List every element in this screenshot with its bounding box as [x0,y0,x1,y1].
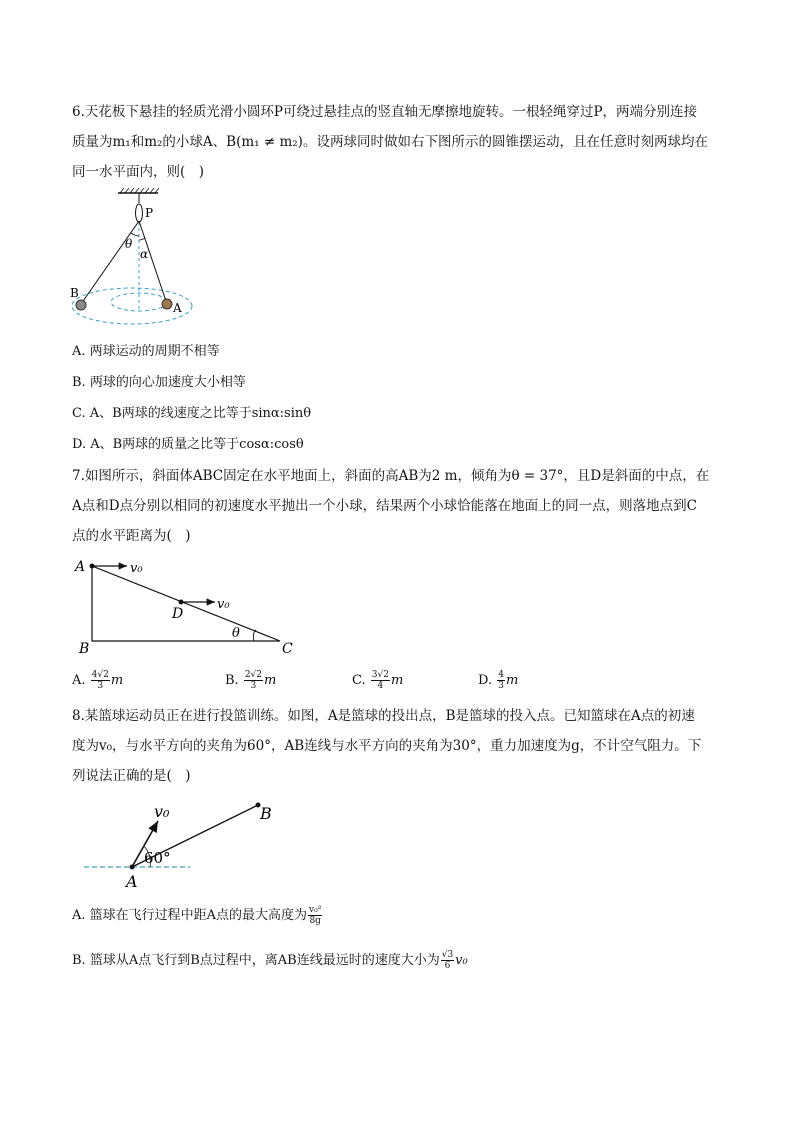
q7-option-d-unit: m [505,673,519,688]
q7-label-a: A [75,559,86,575]
q6-line-3: 同一水平面内，则( ) [72,164,205,180]
q8-option-a-numerator: v₀² [309,905,322,915]
q7-label-b: B [79,641,90,655]
q8-option-a-text: A. 篮球在飞行过程中距A点的最大高度为 [72,908,308,923]
q6-option-c[interactable]: C. A、B两球的线速度之比等于sinα:sinθ [72,406,312,421]
q6-label-theta: θ [125,237,133,251]
q8-label-a: A [126,872,138,891]
q7-option-b[interactable] [225,670,276,691]
q8-option-a-fraction [308,905,322,926]
q7-option-a-unit: m [110,673,124,688]
q7-label-theta: θ [232,626,240,641]
q7-label-v0-d: v₀ [217,597,230,612]
q8-option-b-fraction [441,950,454,971]
q8-basketball-figure [82,795,292,895]
q8-line-2: 度为v₀，与水平方向的夹角为60°，AB连线与水平方向的夹角为30°，重力加速度为g，不计空气阻力。下 [72,738,702,754]
q8-label-b: B [260,804,272,823]
q7-option-d-numerator: 4 [498,670,504,680]
question-8 [72,701,732,791]
q7-option-b-denominator: 3 [250,681,257,691]
q8-option-b-numerator: √3 [441,950,454,960]
q7-option-a-prefix: A. [72,673,86,688]
q6-option-d[interactable]: D. A、B两球的质量之比等于cosα:cosθ [72,437,304,452]
q7-option-d-denominator: 3 [498,681,504,691]
q7-option-a[interactable] [72,670,123,691]
question-7 [72,461,732,551]
q7-option-d-fraction [497,670,505,691]
q6-label-b: B [70,286,79,300]
q8-label-v0: v₀ [154,802,170,821]
question-6 [72,97,732,187]
q8-option-b-denominator: 6 [444,961,451,971]
q8-option-a[interactable] [72,905,323,926]
q7-incline-figure [72,555,302,655]
q6-label-alpha: α [140,247,149,261]
q6-label-p: P [145,206,154,220]
q7-option-c[interactable] [352,670,403,691]
q7-option-d-prefix: D. [478,673,493,688]
q6-label-a: A [173,301,182,315]
q7-option-d[interactable] [478,670,518,691]
q7-line-2: A点和D点分别以相同的初速度水平抛出一个小球，结果两个小球恰能落在地面上的同一点，则落地点到C [72,498,697,514]
q8-line-3: 列说法正确的是( ) [72,768,191,784]
q7-option-c-fraction [371,670,390,691]
q7-option-b-numerator: 2√2 [244,670,263,680]
q8-option-b-tail: v₀ [455,953,468,968]
q8-label-angle: 60° [144,849,171,867]
q8-option-b[interactable] [72,950,468,971]
q7-option-a-denominator: 3 [97,681,104,691]
q7-option-c-numerator: 3√2 [371,670,389,680]
q7-label-c: C [282,641,293,655]
q6-conical-pendulum-figure [62,188,212,328]
q7-option-b-fraction [244,670,263,691]
q6-line-2: 质量为m₁和m₂的小球A、B(m₁ ≠ m₂)。设两球同时做如右下图所示的圆锥摆运动，且在任意时刻两球均在 [72,134,708,150]
q6-line-1: 6.天花板下悬挂的轻质光滑小圆环P可绕过悬挂点的竖直轴无摩擦地旋转。一根轻绳穿过P，两端分别连接 [72,104,698,120]
q7-option-c-unit: m [390,673,404,688]
q7-option-c-prefix: C. [352,673,366,688]
q7-option-b-unit: m [264,673,277,688]
q8-line-1: 8.某篮球运动员正在进行投篮训练。如图，A是篮球的投出点，B是篮球的投入点。已知篮球在A点的初速 [72,708,695,724]
q6-option-b[interactable]: B. 两球的向心加速度大小相等 [72,375,246,390]
q7-option-b-prefix: B. [225,673,239,688]
q7-line-3: 点的水平距离为( ) [72,528,191,544]
q7-label-d: D [172,606,184,622]
q7-option-a-numerator: 4√2 [91,670,109,680]
q8-option-b-text: B. 篮球从A点飞行到B点过程中，离AB连线最远时的速度大小为 [72,953,440,968]
q7-label-v0-a: v₀ [130,561,143,576]
q7-option-c-denominator: 4 [377,681,384,691]
q7-option-a-fraction [91,670,110,691]
q8-option-a-denominator: 8g [309,916,321,926]
q6-option-a[interactable]: A. 两球运动的周期不相等 [72,344,220,359]
q7-line-1: 7.如图所示，斜面体ABC固定在水平地面上，斜面的高AB为2 m，倾角为θ = 37°，且D是斜面的中点，在 [72,468,710,484]
